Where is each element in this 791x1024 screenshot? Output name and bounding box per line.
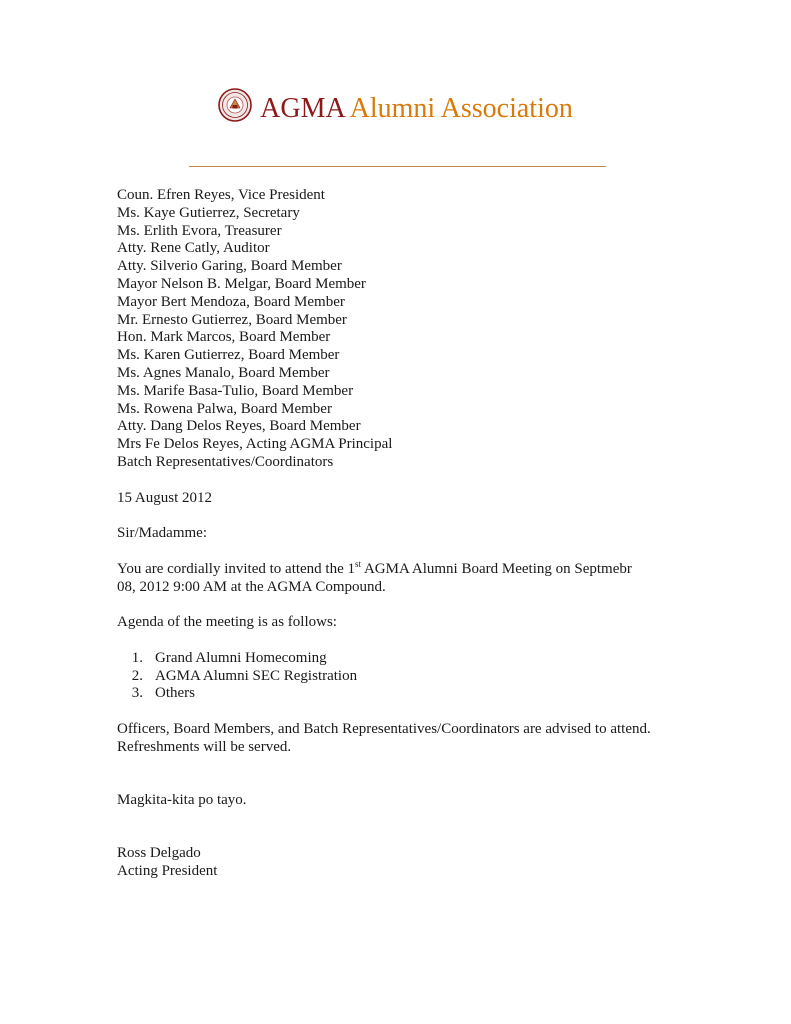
invitation-line-1 [117, 558, 677, 579]
recipient-line: Ms. Kaye Gutierrez, Secretary [117, 204, 300, 221]
signature-block [117, 845, 677, 881]
recipient-line: Ms. Agnes Manalo, Board Member [117, 364, 330, 381]
agenda-number: 1. [131, 649, 143, 666]
recipient-line: Mr. Ernesto Gutierrez, Board Member [117, 311, 347, 328]
recipient-line: Batch Representatives/Coordinators [117, 453, 334, 470]
recipient-line: Hon. Mark Marcos, Board Member [117, 329, 331, 346]
invitation-paragraph [117, 558, 677, 597]
recipient-line: Ms. Rowena Palwa, Board Member [117, 400, 332, 417]
signatory-title: Acting President [117, 863, 218, 880]
salutation: Sir/Madamme: [117, 525, 207, 542]
agenda-text: Others [155, 685, 195, 702]
ordinal-suffix: st [355, 558, 362, 569]
advisory-line-2: Refreshments will be served. [117, 738, 292, 755]
letter-date: 15 August 2012 [117, 489, 213, 506]
signatory-name: Ross Delgado [117, 845, 201, 862]
advisory-line-1: Officers, Board Members, and Batch Representatives/Coordinators are advised to attend. [117, 720, 651, 737]
letterhead [0, 92, 791, 126]
letter-body [117, 187, 677, 881]
agenda-number: 3. [131, 685, 143, 702]
agenda-number: 2. [131, 667, 143, 684]
recipient-line: Mayor Nelson B. Melgar, Board Member [117, 275, 366, 292]
recipient-line: Atty. Dang Delos Reyes, Board Member [117, 418, 361, 435]
organization-name [260, 92, 573, 126]
invitation-text-b: AGMA Alumni Board Meeting on Septmebr [361, 560, 632, 577]
closing-remark: Magkita-kita po tayo. [117, 792, 247, 809]
recipient-line: Mayor Bert Mendoza, Board Member [117, 293, 345, 310]
recipient-line: Coun. Efren Reyes, Vice President [117, 187, 325, 203]
recipient-line: Ms. Marife Basa-Tulio, Board Member [117, 382, 354, 399]
letterhead-divider [189, 166, 606, 167]
invitation-text-a: You are cordially invited to attend the 1 [117, 560, 356, 577]
agenda-item [117, 650, 677, 668]
recipient-list [117, 187, 677, 472]
agenda-item [117, 668, 677, 686]
seal-icon [218, 88, 252, 122]
recipient-line: Ms. Erlith Evora, Treasurer [117, 222, 282, 239]
agenda-intro: Agenda of the meeting is as follows: [117, 614, 337, 631]
invitation-line-2: 08, 2012 9:00 AM at the AGMA Compound. [117, 578, 386, 595]
agenda-text: AGMA Alumni SEC Registration [155, 667, 358, 684]
org-name-agma: AGMA [260, 93, 345, 124]
recipient-line: Mrs Fe Delos Reyes, Acting AGMA Principal [117, 436, 393, 453]
recipient-line: Ms. Karen Gutierrez, Board Member [117, 347, 340, 364]
recipient-line: Atty. Rene Catly, Auditor [117, 240, 270, 257]
agenda-text: Grand Alumni Homecoming [155, 649, 327, 666]
agenda-list [117, 650, 677, 703]
agenda-item [117, 685, 677, 703]
org-name-alumni-association: Alumni Association [349, 93, 573, 124]
advisory-paragraph [117, 721, 677, 757]
recipient-line: Atty. Silverio Garing, Board Member [117, 258, 342, 275]
